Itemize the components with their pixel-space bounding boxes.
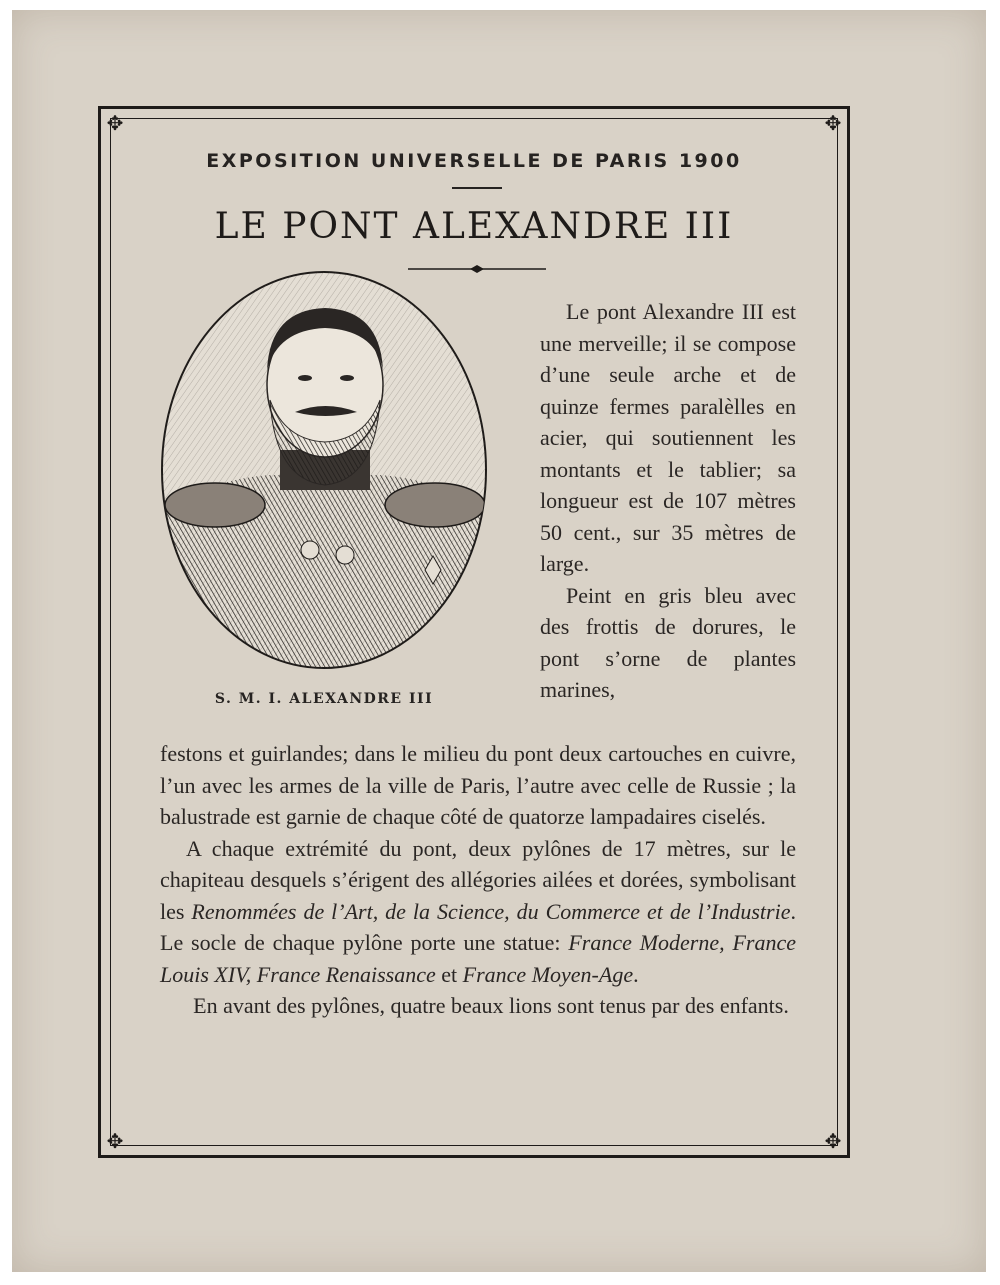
paragraph-2-end: festons et guirlandes; dans le milieu du pont deux cartouches en cuivre, l’un avec les armes de la ville de Paris, l’autre avec celle de Russie ; la balustrade est garnie de chaque côté de quatorze lampadaires ciselés.	[160, 741, 796, 829]
portrait-caption: S. M. I. ALEXANDRE III	[214, 691, 434, 707]
corner-ornament-icon: ✥	[106, 1129, 124, 1153]
paragraph-3-part: .	[633, 961, 639, 987]
italic-moyen-age: France Moyen-Age	[462, 961, 634, 987]
paragraph-3-part: et	[435, 961, 463, 987]
paragraph-2-start: Peint en gris bleu avec des frottis de dorures, le pont s’orne de plantes marines,	[540, 582, 796, 702]
page-title: LE PONT ALEXANDRE III	[214, 206, 734, 247]
paragraph-3-part: . Le socle de chaque pylône porte une statue:	[160, 898, 796, 955]
paragraph-3-part: A chaque extrémité du pont, deux pylônes de 17 mètres, sur le chapiteau desquels s’érigent des allégories ailées et dorées, symbolisant les	[160, 835, 796, 924]
main-body-text	[160, 738, 796, 1022]
italic-allegories: Renommées de l’Art, de la Science, du Commerce et de l’Industrie	[191, 898, 791, 924]
exhibition-heading: EXPOSITION UNIVERSELLE DE PARIS 1900	[206, 150, 742, 172]
heading-divider	[452, 187, 502, 189]
italic-statues: France Moderne, France Louis XIV, France Renaissance	[160, 930, 796, 987]
paragraph-3	[160, 833, 796, 991]
corner-ornament-icon: ✥	[106, 111, 124, 135]
paragraph-1: Le pont Alexandre III est une merveille; il se compose d’une seule arche et de quinze fermes paralèlles en acier, qui soutiennent les montants et le tablier; sa longueur est de 107 mètres 50 cent., sur 35 mètres de large.	[540, 299, 796, 576]
corner-ornament-icon: ✥	[824, 1129, 842, 1153]
paragraph-4: En avant des pylônes, quatre beaux lions sont tenus par des enfants.	[193, 993, 789, 1018]
side-column-text	[540, 296, 796, 706]
corner-ornament-icon: ✥	[824, 111, 842, 135]
portrait-engraving-icon	[160, 270, 488, 670]
